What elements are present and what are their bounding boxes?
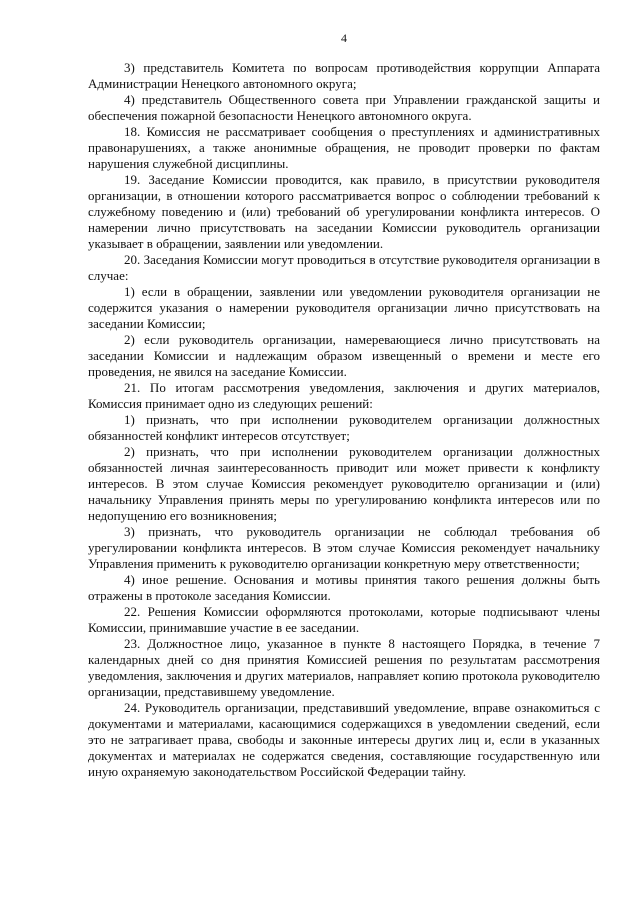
paragraph-20-item-1: 1) если в обращении, заявлении или уведомлении руководителя организации не содержится указания о намерении руководителя организации лично присутствовать на заседании Комиссии; [88, 284, 600, 331]
paragraph-22: 22. Решения Комиссии оформляются протоколами, которые подписывают члены Комиссии, принимавшие участие в ее заседании. [88, 604, 600, 635]
paragraph-24: 24. Руководитель организации, представивший уведомление, вправе ознакомиться с документами и материалами, касающимися содержащихся в уведомлении сведений, если это не затрагивает права, свободы и законные интересы других лиц и, если в указанных документах и материалах не содержатся сведения, составляющие государственную или иную охраняемую законодательством Российской Федерации тайну. [88, 700, 600, 779]
paragraph-21-item-4: 4) иное решение. Основания и мотивы принятия такого решения должны быть отражены в протоколе заседания Комиссии. [88, 572, 600, 603]
document-page [88, 30, 600, 780]
paragraph-21-item-2: 2) признать, что при исполнении руководителем организации должностных обязанностей личная заинтересованность приводит или может привести к конфликту интересов. В этом случае Комиссия рекомендует руководителю организации и (или) начальнику Управления принять меры по урегулированию конфликта интересов или по недопущению его возникновения; [88, 444, 600, 523]
paragraph-23: 23. Должностное лицо, указанное в пункте 8 настоящего Порядка, в течение 7 календарных дней со дня принятия Комиссией решения по результатам рассмотрения уведомления, заключения и других материалов, направляет копию протокола руководителю организации, представившему уведомление. [88, 636, 600, 699]
paragraph-21-item-1: 1) признать, что при исполнении руководителем организации должностных обязанностей конфликт интересов отсутствует; [88, 412, 600, 443]
paragraph-20-item-2: 2) если руководитель организации, намеревающиеся лично присутствовать на заседании Комиссии и надлежащим образом извещенный о времени и месте его проведения, не явился на заседание Комиссии. [88, 332, 600, 379]
paragraph-19: 19. Заседание Комиссии проводится, как правило, в присутствии руководителя организации, в отношении которого рассматривается вопрос о соблюдении требований к служебному поведению и (или) требований об урегулировании конфликта интересов. О намерении лично присутствовать на заседании Комиссии руководитель организации указывает в обращении, заявлении или уведомлении. [88, 172, 600, 251]
paragraph-20: 20. Заседания Комиссии могут проводиться в отсутствие руководителя организации в случае: [88, 252, 600, 283]
paragraph-18: 18. Комиссия не рассматривает сообщения о преступлениях и административных правонарушениях, а также анонимные обращения, не проводит проверки по фактам нарушения служебной дисциплины. [88, 124, 600, 171]
paragraph-item-4: 4) представитель Общественного совета при Управлении гражданской защиты и обеспечения пожарной безопасности Ненецкого автономного округа. [88, 92, 600, 123]
paragraph-item-3: 3) представитель Комитета по вопросам противодействия коррупции Аппарата Администрации Ненецкого автономного округа; [88, 60, 600, 91]
paragraph-21: 21. По итогам рассмотрения уведомления, заключения и других материалов, Комиссия принимает одно из следующих решений: [88, 380, 600, 411]
paragraph-21-item-3: 3) признать, что руководитель организации не соблюдал требования об урегулировании конфликта интересов. В этом случае Комиссия рекомендует начальнику Управления применить к руководителю организации конкретную меру ответственности; [88, 524, 600, 571]
page-number: 4 [341, 31, 347, 45]
